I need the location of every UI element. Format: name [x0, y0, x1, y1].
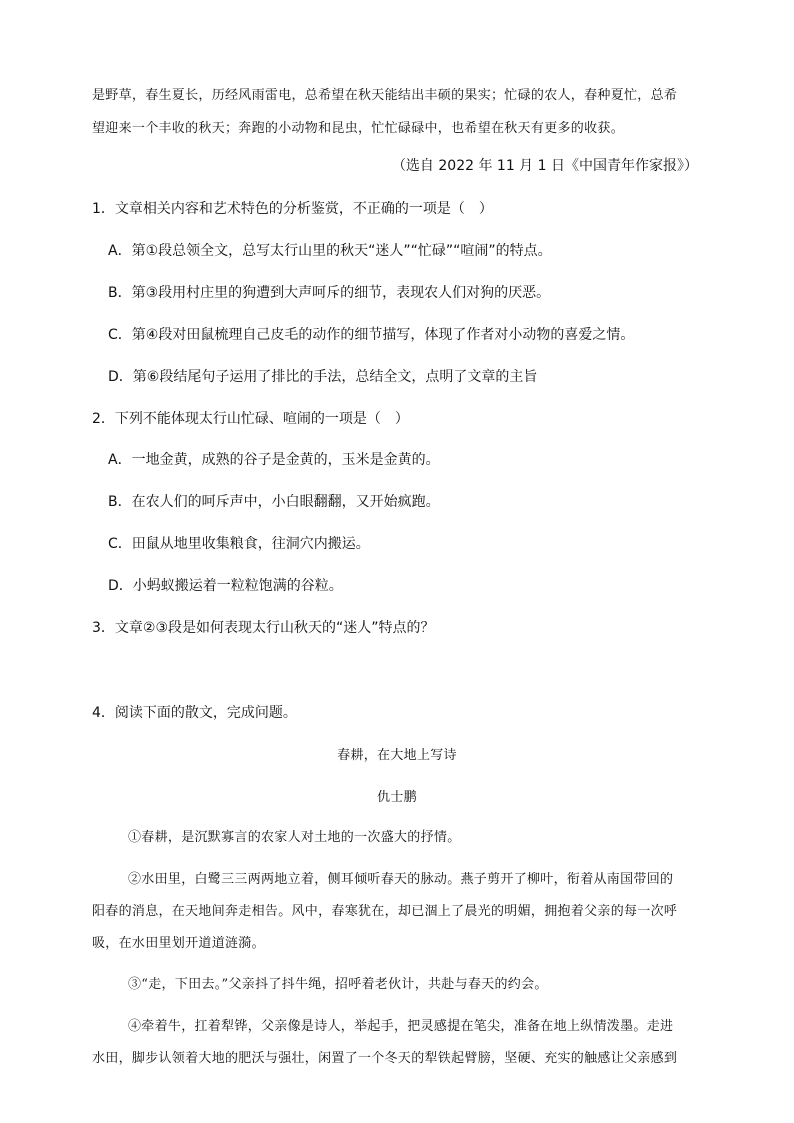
question-1-option-b: B．第③段用村庄里的狗遭到大声呵斥的细节，表现农人们对狗的厌恶。	[108, 285, 551, 301]
question-2-option-a: A．一地金黄，成熟的谷子是金黄的，玉米是金黄的。	[108, 452, 440, 468]
question-3-stem: 3．文章②③段是如何表现太行山秋天的“迷人”特点的？	[92, 620, 435, 636]
question-4-stem: 4．阅读下面的散文，完成问题。	[92, 705, 297, 721]
passage-line: 望迎来一个丰收的秋天；奔跑的小动物和昆虫，忙忙碌碌中，也希望在秋天有更多的收获。	[92, 121, 625, 136]
passage-line: 是野草，春生夏长，历经风雨雷电，总希望在秋天能结出丰硕的果实；忙碌的农人，春种夏忙，总希	[92, 88, 678, 103]
essay-paragraph-4-line: ④牵着牛，扛着犁铧，父亲像是诗人，举起手，把灵感提在笔尖，准备在地上纵情泼墨。走进	[128, 1019, 674, 1034]
question-2-option-d: D．小蚂蚁搬运着一粒粒饱满的谷粒。	[108, 578, 343, 594]
essay-paragraph-3: ③“走，下田去。”父亲抖了抖牛绳，招呼着老伙计，共赴与春天的约会。	[128, 977, 548, 992]
essay-paragraph-2-line: ②水田里，白鹭三三两两地立着，侧耳倾听春天的脉动。燕子剪开了柳叶，衔着从南国带回的	[128, 872, 674, 887]
question-2-option-c: C．田鼠从地里收集粮食，往洞穴内搬运。	[108, 536, 370, 552]
essay-paragraph-2-line: 吸，在水田里划开道道涟漪。	[92, 936, 265, 951]
question-1-option-d: D．第⑥段结尾句子运用了排比的手法，总结全文，点明了文章的主旨	[108, 369, 538, 385]
question-1-stem: 1．文章相关内容和艺术特色的分析鉴赏，不正确的一项是（ ）	[92, 201, 493, 217]
question-2-stem: 2．下列不能体现太行山忙碌、喧闹的一项是（ ）	[92, 411, 409, 427]
essay-paragraph-4-line: 水田，脚步认领着大地的肥沃与强壮，闲置了一个冬天的犁铁起臂膀，坚硬、充实的触感让父亲感到	[92, 1051, 678, 1066]
source-citation: （选自 2022 年 11 月 1 日《中国青年作家报》）	[391, 158, 698, 174]
question-1-option-a: A．第①段总领全文，总写太行山里的秋天“迷人”“忙碌”“喧闹”的特点。	[108, 243, 552, 259]
question-2-option-b: B．在农人们的呵斥声中，小白眼翻翻，又开始疯跑。	[108, 494, 440, 510]
essay-title: 春耕，在大地上写诗	[337, 748, 457, 763]
essay-paragraph-1: ①春耕，是沉默寡言的农家人对土地的一次盛大的抒情。	[128, 830, 461, 845]
essay-paragraph-2-line: 阳春的消息，在天地间奔走相告。风中，春寒犹在，却已涸上了晨光的明媚，拥抱着父亲的每一次呼	[92, 904, 678, 919]
question-1-option-c: C．第④段对田鼠梳理自己皮毛的动作的细节描写，体现了作者对小动物的喜爱之情。	[108, 327, 635, 343]
essay-author: 仇士鹏	[377, 790, 417, 805]
